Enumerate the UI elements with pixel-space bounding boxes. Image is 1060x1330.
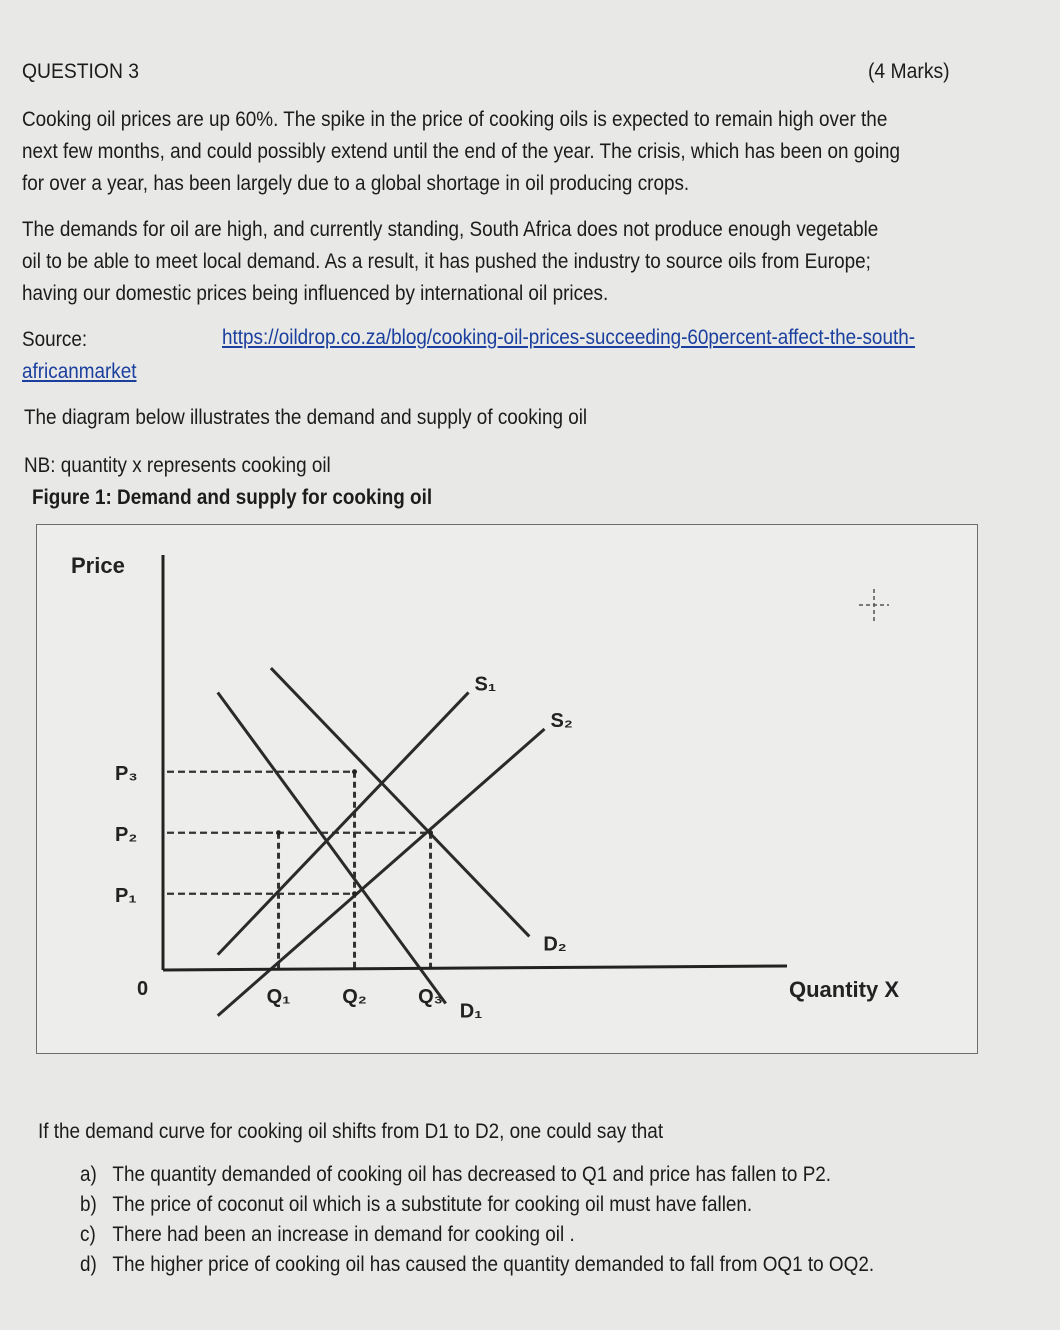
paragraph-1-line: Cooking oil prices are up 60%. The spike in the price of cooking oils is expected to remain high over the [22, 108, 888, 131]
option-text: There had been an increase in demand for cooking oil . [112, 1223, 575, 1246]
paragraph-2-line: The demands for oil are high, and currently standing, South Africa does not produce enough vegetable [22, 218, 879, 241]
quantity-tick-label: Q₁ [266, 986, 291, 1008]
x-axis-label: Quantity X [789, 977, 900, 1002]
paragraph-2-line: oil to be able to meet local demand. As a result, it has pushed the industry to source oils from Europe; [22, 250, 871, 273]
answer-options [80, 1160, 962, 1280]
nb-note: NB: quantity x represents cooking oil [24, 454, 331, 477]
demand-supply-chart [37, 525, 977, 1053]
option-letter: a) [80, 1163, 97, 1186]
question-title: QUESTION 3 [22, 60, 140, 83]
source-label: Source: [22, 328, 88, 351]
option-letter: b) [80, 1193, 97, 1216]
curve-label: S₁ [474, 673, 497, 696]
paragraph-1-line: for over a year, has been largely due to a global shortage in oil producing crops. [22, 172, 690, 195]
option-a[interactable] [80, 1160, 874, 1190]
source-link[interactable]: https://oildrop.co.za/blog/cooking-oil-prices-succeeding-60percent-affect-the-south- [222, 326, 916, 349]
x-axis [163, 966, 787, 970]
option-d[interactable] [80, 1250, 874, 1280]
equilibrium-point [352, 891, 357, 896]
equilibrium-point [352, 769, 357, 774]
quantity-tick-label: Q₃ [418, 986, 443, 1008]
option-letter: d) [80, 1253, 97, 1276]
paragraph-1-line: next few months, and could possibly extend until the end of the year. The crisis, which has been on going [22, 140, 900, 163]
question-marks: (4 Marks) [868, 60, 950, 83]
option-text: The quantity demanded of cooking oil has decreased to Q1 and price has fallen to P2. [112, 1163, 832, 1186]
y-axis-label: Price [71, 553, 125, 578]
paragraph-2 [22, 214, 1002, 310]
figure-caption: Figure 1: Demand and supply for cooking oil [32, 486, 433, 509]
paragraph-2-line: having our domestic prices being influenced by international oil prices. [22, 282, 609, 305]
paragraph-1 [22, 104, 1002, 200]
option-text: The price of coconut oil which is a substitute for cooking oil must have fallen. [112, 1193, 753, 1216]
question-prompt: If the demand curve for cooking oil shifts from D1 to D2, one could say that [38, 1120, 664, 1143]
source-link-continued[interactable]: africanmarket [22, 360, 137, 383]
price-tick-label: P₁ [115, 884, 137, 907]
figure-demand-supply [36, 524, 978, 1054]
price-tick-label: P₂ [115, 823, 138, 846]
curve-line [218, 692, 446, 1003]
crosshair-cursor-icon [859, 589, 889, 621]
origin-label: 0 [137, 978, 149, 1000]
option-letter: c) [80, 1223, 96, 1246]
option-c[interactable] [80, 1220, 874, 1250]
option-text: The higher price of cooking oil has caused the quantity demanded to fall from OQ1 to OQ2. [112, 1253, 875, 1276]
curve-label: S₂ [550, 710, 573, 733]
price-tick-label: P₃ [115, 762, 138, 785]
quantity-tick-label: Q₂ [342, 986, 367, 1008]
diagram-intro: The diagram below illustrates the demand and supply of cooking oil [24, 406, 588, 429]
curve-line [271, 668, 529, 936]
curve-label: D₁ [459, 1000, 483, 1023]
equilibrium-point [428, 830, 433, 835]
equilibrium-point [276, 830, 281, 835]
curve-label: D₂ [543, 933, 567, 956]
option-b[interactable] [80, 1190, 874, 1220]
